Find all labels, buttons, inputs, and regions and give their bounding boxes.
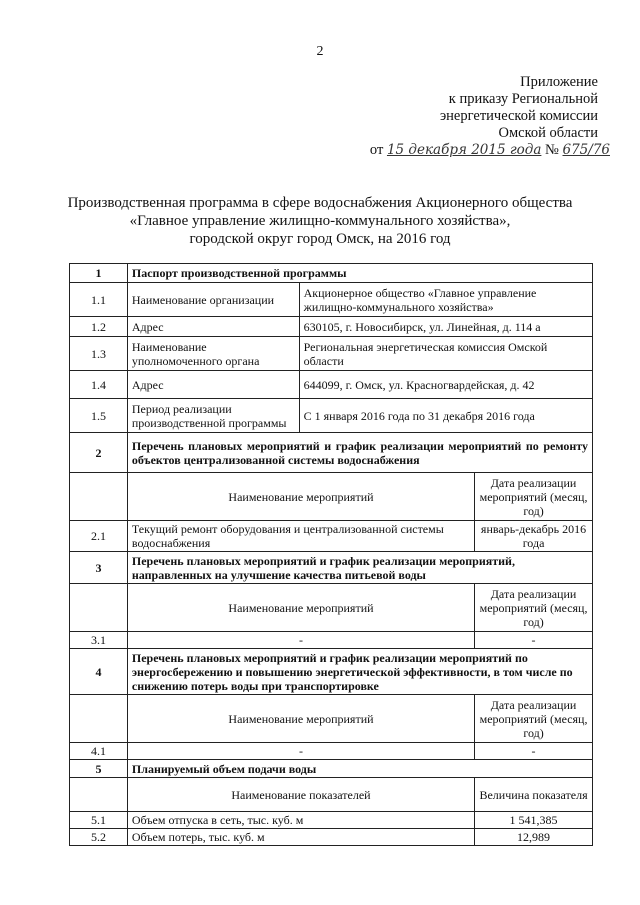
row-label: Период реализации производственной программы bbox=[127, 399, 299, 433]
table-row bbox=[70, 337, 593, 371]
row-date: январь-декабрь 2016 года bbox=[475, 521, 593, 552]
column-header-value: Величина показателя bbox=[475, 778, 593, 812]
row-number: 4.1 bbox=[70, 743, 128, 760]
row-label: Наименование уполномоченного органа bbox=[127, 337, 299, 371]
row-number: 2 bbox=[70, 433, 128, 473]
table-row bbox=[70, 399, 593, 433]
title-line: «Главное управление жилищно-коммунального хозяйства», bbox=[129, 213, 511, 229]
number-label: № bbox=[545, 142, 559, 158]
section-title: Перечень плановых мероприятий и график реализации мероприятий по энергосбережению и повышению энергетической эффективности, в том числе по снижению потерь воды при транспортировке bbox=[127, 649, 592, 695]
row-date: - bbox=[475, 632, 593, 649]
column-header-row bbox=[70, 584, 593, 632]
section-row bbox=[70, 552, 593, 584]
row-label: Адрес bbox=[127, 317, 299, 337]
row-value: 630105, г. Новосибирск, ул. Линейная, д. 114 а bbox=[299, 317, 592, 337]
row-name: - bbox=[127, 743, 474, 760]
row-number: 5.2 bbox=[70, 829, 128, 846]
column-header-name: Наименование показателей bbox=[127, 778, 474, 812]
table-row bbox=[70, 317, 593, 337]
section-title: Паспорт производственной программы bbox=[127, 264, 592, 283]
row-label: Наименование организации bbox=[127, 283, 299, 317]
section-row bbox=[70, 264, 593, 283]
title-line: городской округ город Омск, на 2016 год bbox=[189, 231, 451, 247]
order-date-line bbox=[370, 142, 610, 159]
row-number: 1.5 bbox=[70, 399, 128, 433]
row-number: 1.1 bbox=[70, 283, 128, 317]
row-number: 5 bbox=[70, 760, 128, 778]
table-row bbox=[70, 283, 593, 317]
document-title bbox=[60, 194, 580, 248]
program-table bbox=[69, 263, 593, 846]
row-number: 1.4 bbox=[70, 371, 128, 399]
appendix-line: к приказу Региональной bbox=[448, 91, 598, 107]
column-header-name: Наименование мероприятий bbox=[127, 695, 474, 743]
row-number: 3 bbox=[70, 552, 128, 584]
row-number: 4 bbox=[70, 649, 128, 695]
handwritten-number: 675/76 bbox=[562, 142, 610, 158]
row-name: Объем отпуска в сеть, тыс. куб. м bbox=[127, 812, 474, 829]
row-value: Акционерное общество «Главное управление жилищно-коммунального хозяйства» bbox=[299, 283, 592, 317]
row-name: - bbox=[127, 632, 474, 649]
page-number: 2 bbox=[316, 44, 324, 59]
table-row bbox=[70, 632, 593, 649]
row-number: 1.3 bbox=[70, 337, 128, 371]
appendix-line: Омской области bbox=[498, 125, 598, 141]
row-number: 3.1 bbox=[70, 632, 128, 649]
row-name: Объем потерь, тыс. куб. м bbox=[127, 829, 474, 846]
row-number: 5.1 bbox=[70, 812, 128, 829]
table-row bbox=[70, 521, 593, 552]
table-row bbox=[70, 812, 593, 829]
table-row bbox=[70, 371, 593, 399]
column-header-row bbox=[70, 473, 593, 521]
row-value: 1 541,385 bbox=[475, 812, 593, 829]
column-header-name: Наименование мероприятий bbox=[127, 473, 474, 521]
row-value: 644099, г. Омск, ул. Красногвардейская, д. 42 bbox=[299, 371, 592, 399]
section-title: Перечень плановых мероприятий и график реализации мероприятий по ремонту объектов централизованной системы водоснабжения bbox=[127, 433, 592, 473]
column-header-date: Дата реализации мероприятий (месяц, год) bbox=[475, 473, 593, 521]
table-row bbox=[70, 829, 593, 846]
row-number: 1 bbox=[70, 264, 128, 283]
column-header-date: Дата реализации мероприятий (месяц, год) bbox=[475, 584, 593, 632]
column-header-name: Наименование мероприятий bbox=[127, 584, 474, 632]
section-title: Планируемый объем подачи воды bbox=[127, 760, 592, 778]
row-number: 2.1 bbox=[70, 521, 128, 552]
row-date: - bbox=[475, 743, 593, 760]
row-label: Адрес bbox=[127, 371, 299, 399]
row-name: Текущий ремонт оборудования и централизованной системы водоснабжения bbox=[127, 521, 474, 552]
section-row bbox=[70, 649, 593, 695]
column-header-date: Дата реализации мероприятий (месяц, год) bbox=[475, 695, 593, 743]
column-header-row bbox=[70, 778, 593, 812]
column-header-row bbox=[70, 695, 593, 743]
section-row bbox=[70, 760, 593, 778]
title-line: Производственная программа в сфере водоснабжения Акционерного общества bbox=[67, 195, 573, 211]
table-row bbox=[70, 743, 593, 760]
appendix-line: Приложение bbox=[520, 74, 598, 90]
row-number: 1.2 bbox=[70, 317, 128, 337]
row-value: С 1 января 2016 года по 31 декабря 2016 года bbox=[299, 399, 592, 433]
handwritten-date: 15 декабря 2015 года bbox=[386, 142, 542, 158]
row-value: Региональная энергетическая комиссия Омской области bbox=[299, 337, 592, 371]
appendix-block bbox=[440, 74, 598, 142]
section-row bbox=[70, 433, 593, 473]
from-label: от bbox=[369, 142, 384, 158]
section-title: Перечень плановых мероприятий и график реализации мероприятий, направленных на улучшение качества питьевой воды bbox=[127, 552, 592, 584]
appendix-line: энергетической комиссии bbox=[439, 108, 598, 124]
row-value: 12,989 bbox=[475, 829, 593, 846]
